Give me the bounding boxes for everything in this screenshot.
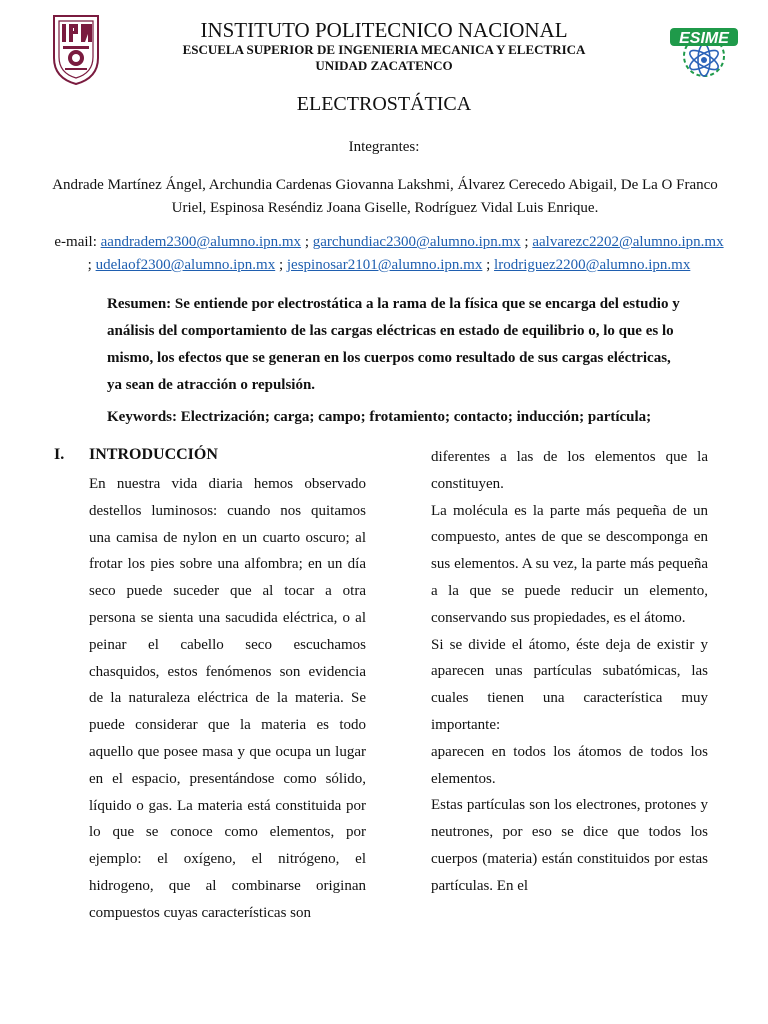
section-number: I. (54, 446, 65, 463)
email-separator: ; (482, 257, 495, 273)
paragraph: aparecen en todos los átomos de todos los elementos. (431, 743, 708, 787)
email-label: e-mail: (54, 234, 97, 250)
email-separator: ; (520, 234, 533, 250)
email-link-4[interactable]: udelaof2300@alumno.ipn.mx (95, 257, 276, 273)
paragraph: diferentes a las de los elementos que la constituyen. (431, 449, 708, 492)
abstract: Resumen: Se entiende por electrostática a la rama de la física que se encarga del estudio y análisis del comportamiento de las cargas eléctricas en estado de equilibrio o, lo que es lo mismo, los efectos que se generan en los cuerpos como resultado de sus cargas eléctricas, ya sean de atracción o repulsión. (107, 296, 680, 393)
authors-list: Andrade Martínez Ángel, Archundia Cardenas Giovanna Lakshmi, Álvarez Cerecedo Abigail, De La O Franco Uriel, Espinosa Reséndiz Joana Giselle, Rodríguez Vidal Luis Enrique. (52, 177, 718, 216)
esime-logo-text: ESIME (679, 30, 729, 47)
paragraph: Si se divide el átomo, éste deja de existir y aparecen unas partículas subatómicas, las cuales tienen una característica muy importante: (431, 636, 708, 733)
school-name: ESCUELA SUPERIOR DE INGENIERIA MECANICA Y ELECTRICA (182, 42, 586, 57)
unit-name: UNIDAD ZACATENCO (315, 58, 453, 73)
paper-title: ELECTROSTÁTICA (296, 93, 472, 115)
paragraph: En nuestra vida diaria hemos observado destellos luminosos: cuando nos quitamos una camisa de nylon en un cuarto oscuro; al frotar los pies sobre una alfombra; en un día seco puede suceder que al tocar a otra persona se sienta una sacudida eléctrica, o al peinar el cabello seco escuchamos chasquidos, estos fenómenos son evidencia de la naturaleza eléctrica de la materia. Se puede considerar que la materia es todo aquello que posee masa y que ocupa un lugar en el espacio, presentándose como sólido, líquido o gas. La materia está constituida por lo que se conoce como elementos, por ejemplo: el oxígeno, el nitrógeno, el hidrogeno, que al combinarse originan compuestos cuyas características son (89, 476, 366, 921)
email-link-3[interactable]: aalvarezc2202@alumno.ipn.mx (532, 234, 724, 250)
email-link-6[interactable]: lrodriguez2200@alumno.ipn.mx (494, 257, 691, 273)
paragraph: La molécula es la parte más pequeña de un compuesto, antes de que se descomponga en sus elementos. A su vez, la parte más pequeña a la que se puede reducir un elemento, conservando sus propiedades, es el átomo. (431, 502, 708, 626)
email-list (40, 231, 738, 277)
institution-name: INSTITUTO POLITECNICO NACIONAL (200, 18, 568, 42)
email-link-5[interactable]: jespinosar2101@alumno.ipn.mx (286, 257, 483, 273)
email-separator: ; (275, 257, 287, 273)
email-separator: ; (301, 234, 313, 250)
left-column (89, 471, 366, 927)
keywords: Keywords: Electrización; carga; campo; frotamiento; contacto; inducción; partícula; (107, 409, 652, 425)
email-separator: ; (87, 257, 96, 273)
section-title: INTRODUCCIÓN (89, 446, 218, 463)
integrantes-label: Integrantes: (348, 139, 420, 155)
paragraph: Estas partículas son los electrones, protones y neutrones, por eso se dice que todos los cuerpos (materia) están constituidos por estas partículas. En el (431, 797, 708, 894)
email-link-2[interactable]: garchundiac2300@alumno.ipn.mx (312, 234, 521, 250)
email-link-1[interactable]: aandradem2300@alumno.ipn.mx (100, 234, 302, 250)
right-column (431, 444, 708, 900)
